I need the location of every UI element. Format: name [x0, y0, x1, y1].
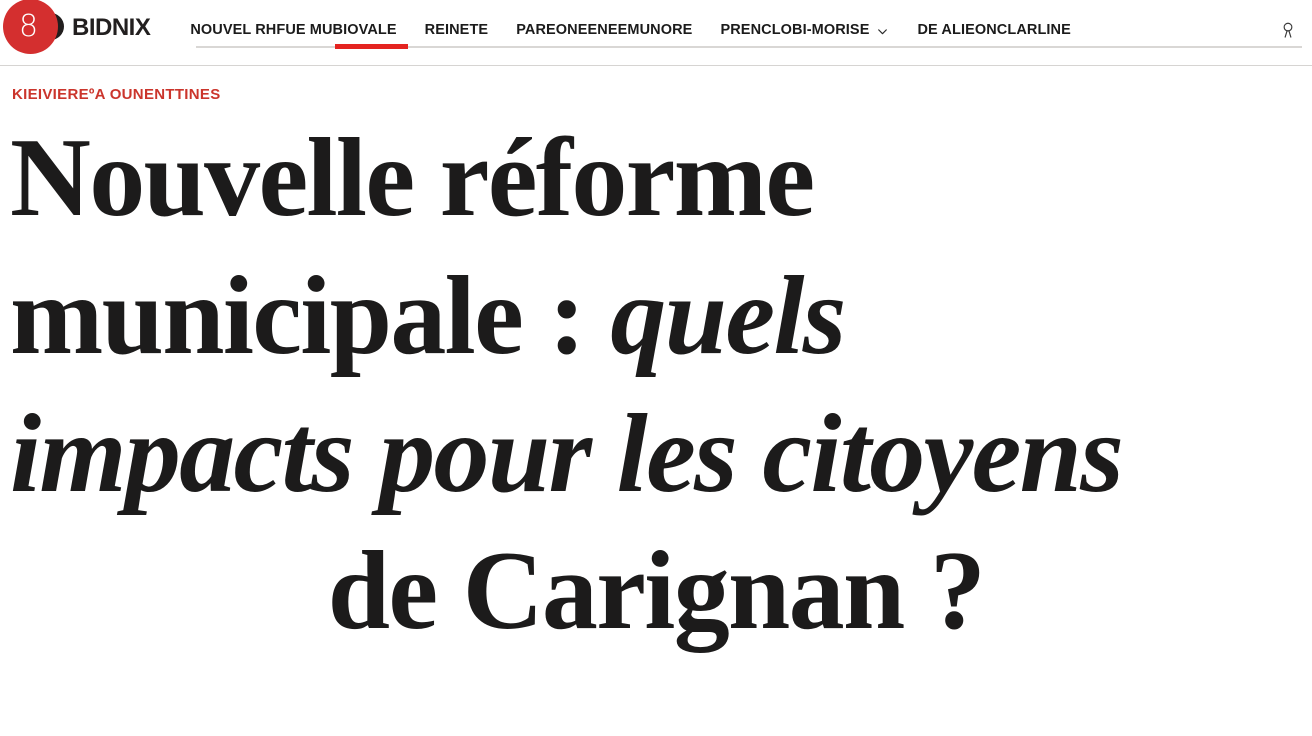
nav-item-label: PRENCLOBI-MORISE [720, 22, 870, 38]
nav-item-reinete[interactable] [425, 22, 489, 38]
brand-name: BIDNIX [72, 14, 151, 41]
headline-line-2-italic: quels [610, 253, 845, 378]
headline-line-3-italic: impacts pour les citoyens [10, 391, 1123, 516]
nav-item-label: DE ALIEONCLARLINE [917, 22, 1071, 38]
nav-active-underline [335, 44, 408, 49]
logo-red-circle [3, 0, 58, 54]
headline-line-2-upright: municipale : [10, 253, 611, 378]
article-headline [10, 110, 1302, 661]
main-nav [190, 0, 1071, 60]
logo-badge-icon [0, 0, 64, 56]
site-logo[interactable] [0, 0, 150, 56]
nav-item-label: NOUVEL RHFUE MUBIOVALE [190, 22, 397, 38]
user-icon[interactable] [1278, 18, 1298, 42]
site-header [0, 0, 1312, 66]
nav-item-prenclobi-morise[interactable] [720, 22, 889, 38]
nav-item-pareoneeneemunore[interactable] [516, 22, 692, 38]
logo-digit: 8 [18, 8, 39, 44]
headline-line-1: Nouvelle réforme [10, 116, 814, 240]
nav-item-label: PAREONEENEEMUNORE [516, 22, 693, 38]
nav-item-label: REINETE [424, 22, 489, 38]
nav-item-de-alieonclarline[interactable] [917, 22, 1070, 38]
headline-line-4: de Carignan ? [327, 529, 985, 654]
headline-line-2 [10, 248, 1302, 386]
chevron-down-icon [876, 25, 889, 38]
headline-line-3 [10, 386, 1302, 524]
article [0, 66, 1312, 661]
category-label[interactable]: KIEIVIEREºA OUNENTTINES [12, 86, 221, 103]
header-inner [0, 0, 1312, 65]
nav-item-nouvelle-reforme[interactable] [190, 22, 396, 38]
